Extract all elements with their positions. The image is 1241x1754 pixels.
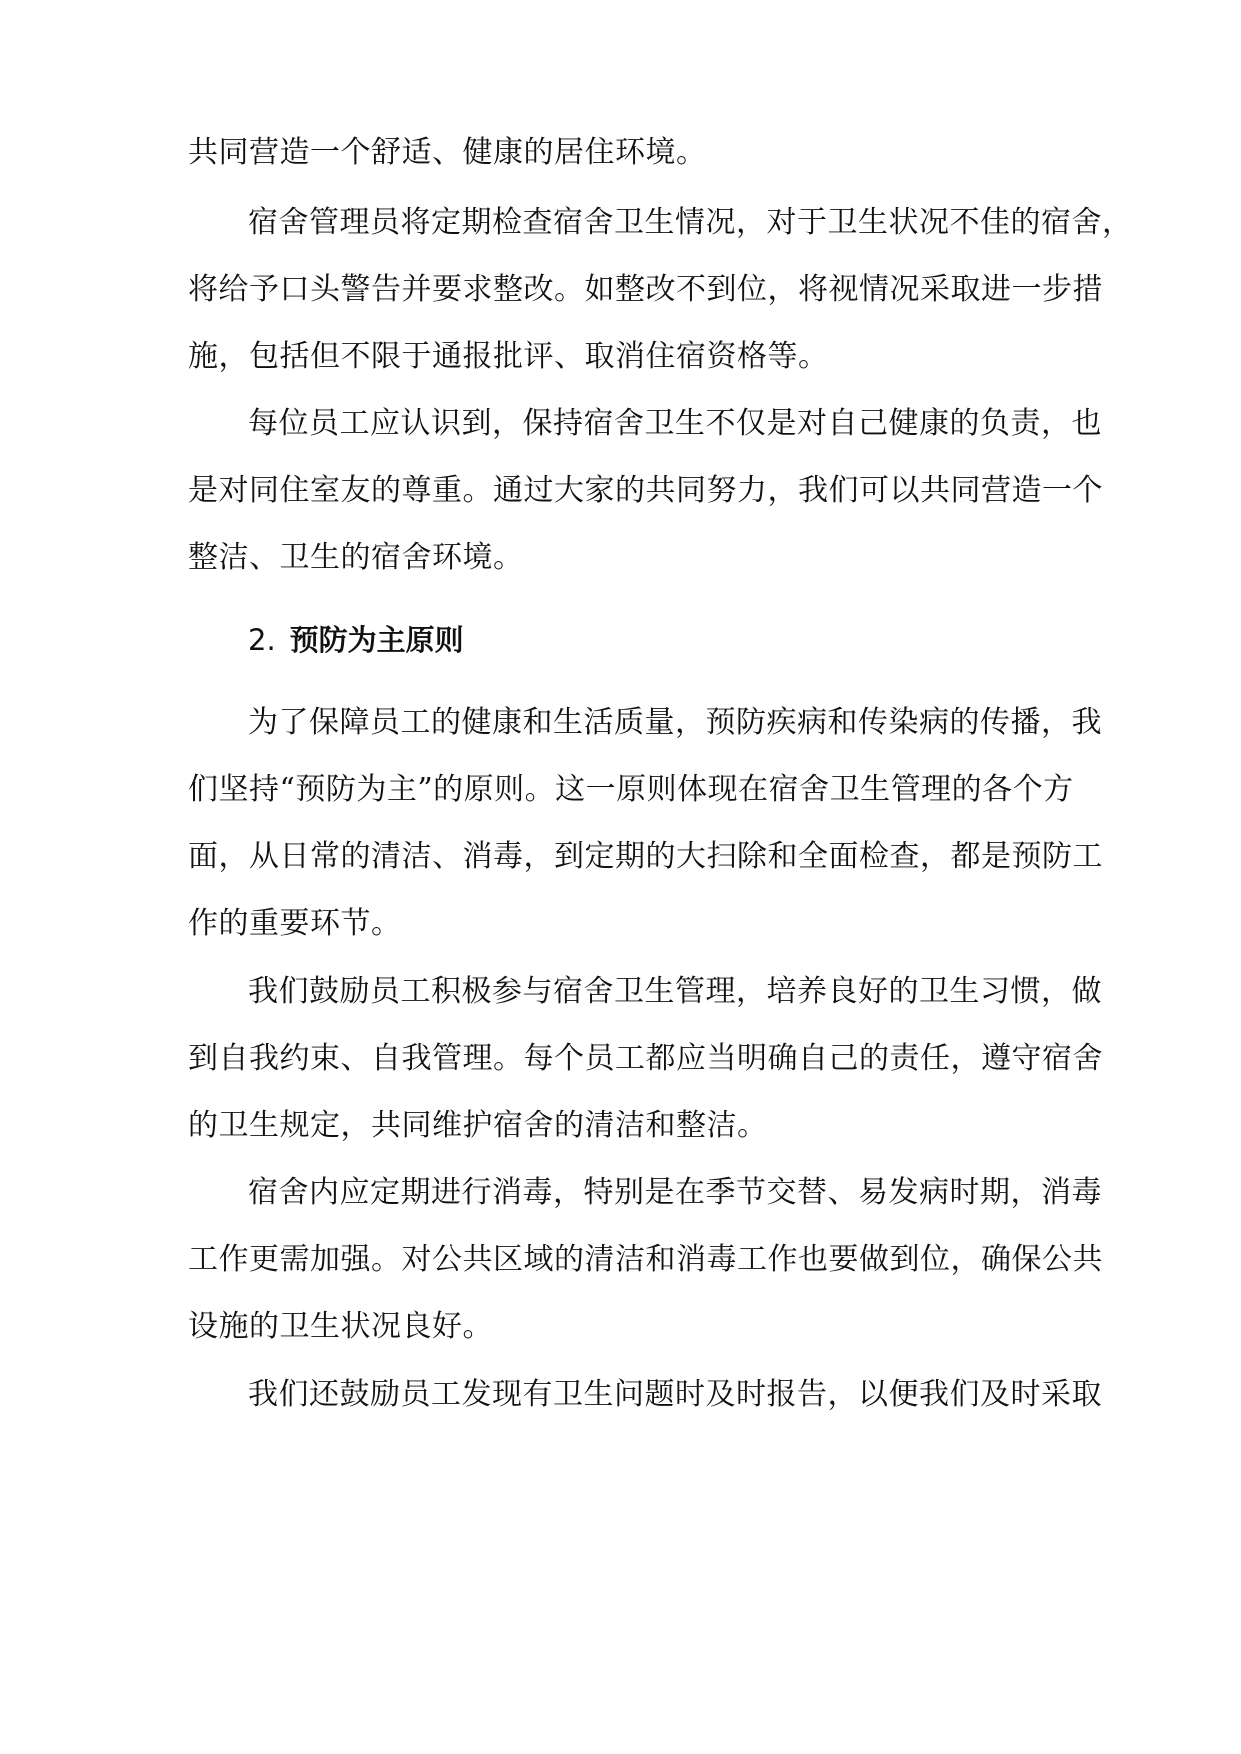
paragraph-line: 作的重要环节。 — [188, 906, 402, 941]
paragraph-line: 为了保障员工的健康和生活质量，预防疾病和传染病的传播，我 — [248, 705, 1102, 740]
paragraph-line: 面，从日常的清洁、消毒，到定期的大扫除和全面检查，都是预防工 — [188, 839, 1103, 874]
paragraph-line: 宿舍内应定期进行消毒，特别是在季节交替、易发病时期，消毒 — [248, 1175, 1102, 1210]
paragraph-line: 共同营造一个舒适、健康的居住环境。 — [188, 135, 707, 170]
paragraph-line: 每位员工应认识到，保持宿舍卫生不仅是对自己健康的负责，也 — [248, 406, 1102, 441]
section-number: 2. — [248, 623, 276, 657]
paragraph-line: 设施的卫生状况良好。 — [188, 1309, 493, 1344]
section-heading — [248, 618, 464, 662]
paragraph-line: 施，包括但不限于通报批评、取消住宿资格等。 — [188, 339, 829, 374]
paragraph-line: 整洁、卫生的宿舍环境。 — [188, 540, 524, 575]
paragraph-line: 们坚持“预防为主”的原则。这一原则体现在宿舍卫生管理的各个方 — [188, 772, 1074, 807]
paragraph-line: 是对同住室友的尊重。通过大家的共同努力，我们可以共同营造一个 — [188, 473, 1103, 508]
section-title: 预防为主原则 — [289, 623, 464, 657]
paragraph-line: 我们还鼓励员工发现有卫生问题时及时报告，以便我们及时采取 — [248, 1377, 1102, 1412]
paragraph-line: 到自我约束、自我管理。每个员工都应当明确自己的责任，遵守宿舍 — [188, 1041, 1103, 1076]
paragraph-line: 工作更需加强。对公共区域的清洁和消毒工作也要做到位，确保公共 — [188, 1242, 1103, 1277]
paragraph-line: 我们鼓励员工积极参与宿舍卫生管理，培养良好的卫生习惯，做 — [248, 974, 1102, 1009]
paragraph-line: 宿舍管理员将定期检查宿舍卫生情况，对于卫生状况不佳的宿舍， — [248, 205, 1133, 240]
paragraph-line: 将给予口头警告并要求整改。如整改不到位，将视情况采取进一步措 — [188, 272, 1103, 307]
paragraph-line: 的卫生规定，共同维护宿舍的清洁和整洁。 — [188, 1108, 768, 1143]
